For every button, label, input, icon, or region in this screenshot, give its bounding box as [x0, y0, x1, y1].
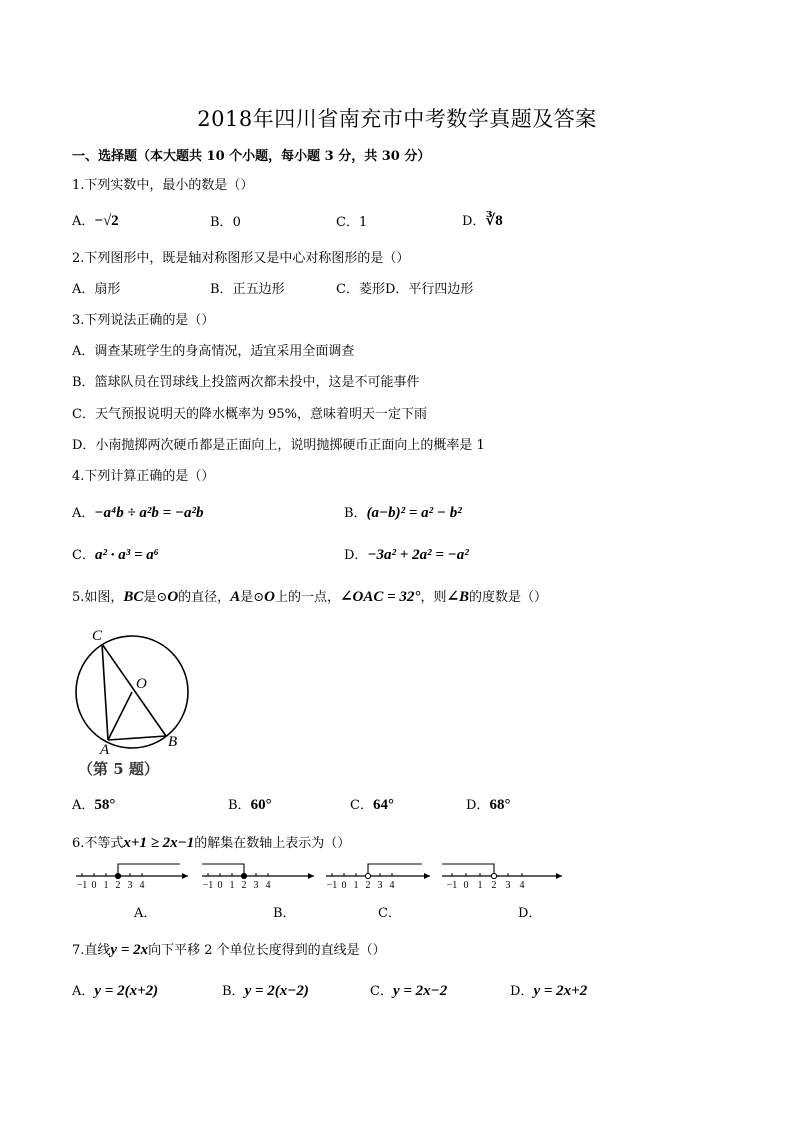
stem-text: 5.如图， [72, 590, 124, 605]
q6-option-d[interactable]: D． [518, 906, 542, 921]
question-5-stem [72, 588, 547, 607]
closed-dot [241, 873, 246, 878]
q2-option-a[interactable] [72, 281, 120, 299]
stem-text: ，则 [420, 590, 447, 605]
tick-label: −1 [446, 880, 458, 891]
question-7-stem [72, 941, 386, 960]
option-math: y = 2x−2 [392, 983, 448, 999]
option-text: 正五边形 [232, 282, 285, 297]
diameter-bc [102, 644, 166, 736]
q6-option-a[interactable]: A． [134, 906, 157, 921]
option-label: B． [222, 984, 245, 999]
stem-math: BC [123, 589, 144, 605]
option-math: 64° [372, 797, 394, 813]
option-label: B． [210, 215, 233, 230]
option-label: C． [336, 215, 359, 230]
number-lines [70, 856, 580, 896]
q3-option-b[interactable]: B．篮球队员在罚球线上投篮两次都未投中，这是不可能事件 [72, 375, 420, 390]
chord-ab [108, 736, 166, 740]
q3-option-c[interactable]: C．天气预报说明天的降水概率为 95%，意味着明天一定下雨 [72, 407, 427, 422]
q5-option-b[interactable] [228, 796, 272, 815]
option-math: y = 2(x+2) [94, 983, 159, 999]
option-math: −3a² + 2a² = −a² [367, 547, 469, 563]
stem-math: ∠B [446, 589, 470, 605]
solution-ray [442, 864, 494, 876]
question-1-stem: 1.下列实数中，最小的数是（） [72, 178, 254, 193]
tick-label: 0 [91, 880, 97, 891]
stem-math: O [264, 589, 275, 605]
closed-dot [115, 873, 120, 878]
option-math: 68° [489, 797, 511, 813]
chord-ca [102, 644, 108, 740]
tick-label: 0 [217, 880, 223, 891]
section-heading: 一、选择题（本大题共 10 个小题，每小题 3 分，共 30 分） [72, 149, 431, 164]
tick-label: 0 [463, 880, 469, 891]
page-title: 2018年四川省南充市中考数学真题及答案 [197, 107, 597, 131]
option-math: y = 2x+2 [533, 983, 588, 999]
tick-label: 0 [341, 880, 347, 891]
option-label: D． [344, 548, 368, 563]
tick-label: 3 [505, 880, 511, 891]
q5-option-c[interactable] [350, 796, 394, 815]
q1-option-d[interactable] [462, 212, 503, 231]
option-label: A． [72, 282, 95, 297]
stem-math: x+1 ≥ 2x−1 [123, 835, 195, 851]
solution-ray [368, 864, 422, 876]
q3-option-d[interactable]: D．小南抛掷两次硬币都是正面向上，说明抛掷硬币正面向上的概率是 1 [72, 438, 485, 453]
option-math: 60° [250, 797, 272, 813]
q4-option-a[interactable] [72, 504, 204, 523]
tick-label: 1 [353, 880, 359, 891]
solution-ray [118, 864, 180, 876]
question-2-stem: 2.下列图形中，既是轴对称图形又是中心对称图形的是（） [72, 251, 410, 266]
q2-option-c[interactable] [336, 281, 473, 299]
tick-label: 1 [229, 880, 235, 891]
option-math: ∛8 [485, 213, 503, 229]
open-dot [365, 873, 370, 878]
option-label: C． [72, 548, 95, 563]
option-label: A． [72, 214, 95, 229]
q5-option-d[interactable] [466, 796, 510, 815]
q7-option-a[interactable] [72, 982, 158, 1001]
tick-label: 3 [377, 880, 383, 891]
tick-label: 4 [519, 880, 525, 891]
q7-option-c[interactable] [370, 982, 447, 1001]
q4-option-d[interactable] [344, 546, 469, 565]
axis-arrow [308, 873, 314, 879]
stem-text: 6.不等式 [72, 836, 124, 851]
option-math: 1 [358, 215, 368, 230]
option-math: y = 2(x−2) [244, 983, 309, 999]
option-label: A． [72, 984, 95, 999]
question-3-stem: 3.下列说法正确的是（） [72, 313, 215, 328]
option-label: D． [466, 798, 490, 813]
option-math: −√2 [94, 213, 119, 229]
option-math: −a⁴b ÷ a²b = −a²b [94, 505, 204, 521]
option-label: A． [72, 506, 95, 521]
option-label: D． [510, 984, 534, 999]
q4-option-c[interactable] [72, 546, 159, 565]
stem-math: A [230, 589, 241, 605]
option-text: 扇形 [94, 282, 121, 297]
q6-option-c[interactable]: C． [378, 906, 401, 921]
option-label: D． [384, 282, 409, 297]
open-dot [491, 873, 496, 878]
stem-text: 上的一点， [274, 590, 340, 605]
stem-text: 的解集在数轴上表示为（） [194, 836, 351, 851]
q1-option-c[interactable] [336, 214, 367, 232]
q6-option-b[interactable]: B． [273, 906, 296, 921]
circle-figure [70, 622, 200, 782]
option-label: B． [344, 506, 367, 521]
axis-arrow [556, 873, 562, 879]
option-label: D． [462, 214, 486, 229]
stem-math: y = 2x [110, 942, 149, 958]
stem-text: 7.直线 [72, 943, 111, 958]
tick-label: 4 [139, 880, 145, 891]
axis-arrow [182, 873, 188, 879]
q7-option-b[interactable] [222, 982, 309, 1001]
radius-oa [108, 692, 132, 740]
stem-text: 的度数是（） [469, 590, 548, 605]
stem-text: 是⊙ [240, 590, 265, 605]
option-math: 0 [232, 215, 241, 230]
option-label: C． [336, 282, 359, 297]
question-6-stem [72, 834, 350, 853]
option-math: (a−b)² = a² − b² [366, 505, 462, 521]
tick-label: 1 [103, 880, 109, 891]
q3-option-a[interactable]: A．调查某班学生的身高情况，适宜采用全面调查 [72, 344, 355, 359]
option-label: C． [350, 798, 373, 813]
tick-label: 4 [389, 880, 395, 891]
q4-option-b[interactable] [344, 504, 462, 523]
option-text: 平行四边形 [408, 282, 474, 297]
option-text: 菱形 [358, 282, 385, 297]
stem-math: ∠OAC = 32° [339, 589, 421, 605]
label-b: B [168, 734, 178, 750]
label-o: O [136, 676, 147, 692]
tick-label: 3 [127, 880, 133, 891]
option-label: A． [72, 798, 95, 813]
tick-label: −1 [76, 880, 88, 891]
q1-option-b[interactable] [210, 214, 241, 232]
q2-option-b[interactable] [210, 281, 285, 299]
q1-option-a[interactable] [72, 212, 119, 231]
option-math: a² · a³ = a⁶ [94, 547, 159, 563]
figure-caption: （第 5 题） [78, 760, 159, 778]
stem-text: 是⊙ [143, 590, 168, 605]
question-4-stem: 4.下列计算正确的是（） [72, 469, 215, 484]
tick-label: 2 [241, 880, 247, 891]
tick-label: −1 [326, 880, 338, 891]
option-label: C． [370, 984, 393, 999]
q7-option-d[interactable] [510, 982, 587, 1001]
stem-text: 向下平移 2 个单位长度得到的直线是（） [148, 943, 386, 958]
tick-label: 1 [477, 880, 483, 891]
option-math: 58° [94, 797, 116, 813]
stem-math: O [167, 589, 179, 605]
label-a: A [100, 742, 110, 758]
option-label: B． [210, 282, 233, 297]
tick-label: 2 [491, 880, 497, 891]
stem-text: 的直径， [178, 590, 231, 605]
option-label: B． [228, 798, 251, 813]
label-c: C [92, 628, 103, 644]
tick-label: 2 [115, 880, 121, 891]
q5-option-a[interactable] [72, 796, 115, 815]
tick-label: −1 [202, 880, 214, 891]
tick-label: 3 [253, 880, 259, 891]
axis-arrow [424, 873, 430, 879]
tick-label: 2 [365, 880, 371, 891]
tick-label: 4 [265, 880, 271, 891]
